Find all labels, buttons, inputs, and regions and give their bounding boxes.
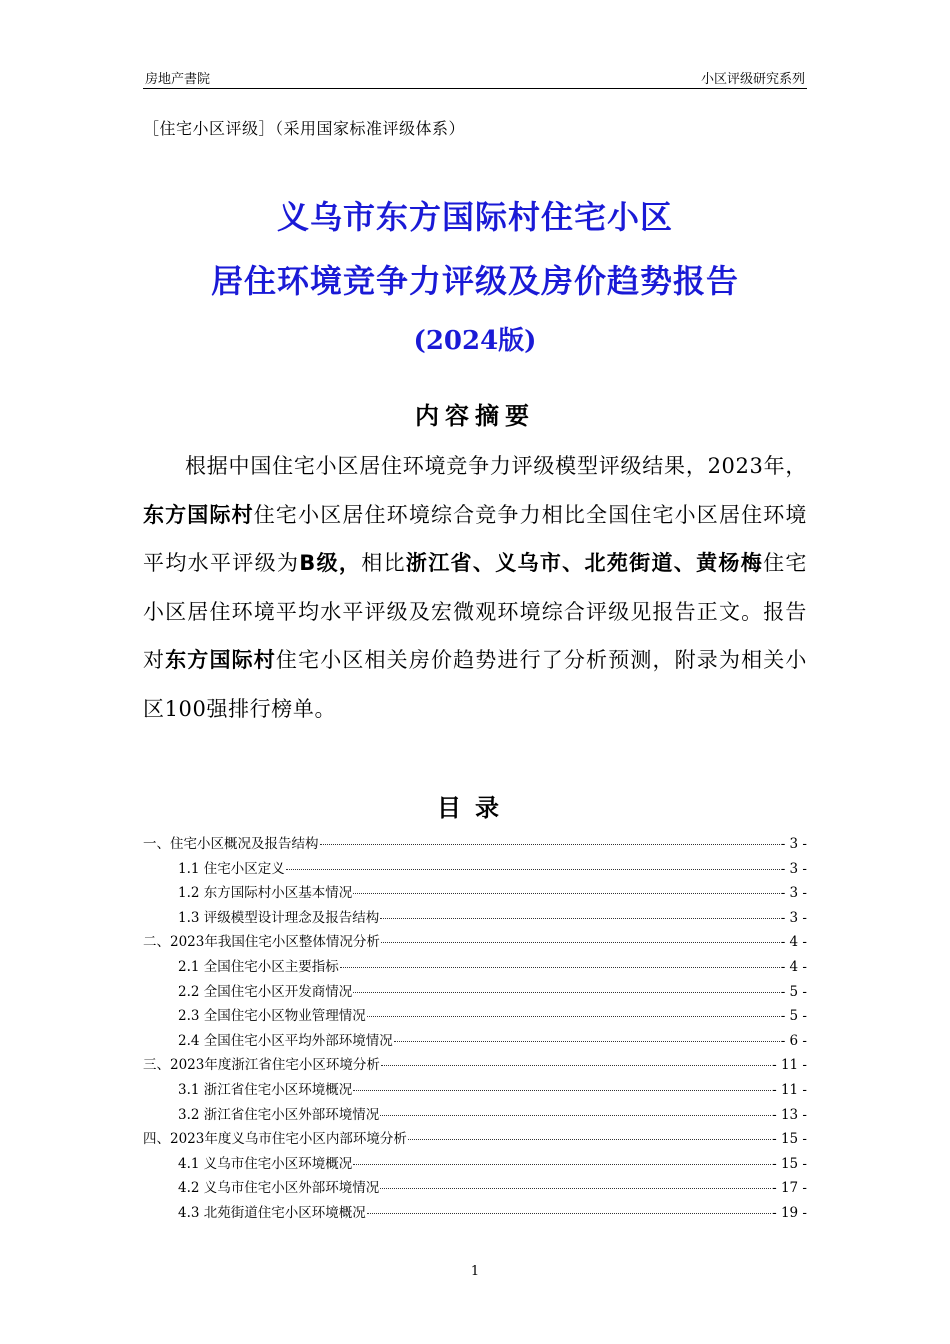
table-of-contents [143,832,807,1226]
toc-entry-label: 四、2023年度义乌市住宅小区内部环境分析 [143,1131,407,1148]
abstract-emphasis: 东方国际村 [143,502,254,527]
toc-entry-label: 1.2 东方国际村小区基本情况 [178,885,353,902]
report-edition: (2024版) [413,326,537,356]
toc-entry-page: - 15 - [772,1155,807,1172]
abstract-text: 根据中国住宅小区居住环境竞争力评级模型评级结果，2023年， [185,454,807,478]
toc-entry-label: 2.2 全国住宅小区开发商情况 [178,983,353,1000]
toc-entry-page: - 3 - [780,860,807,877]
toc-entry[interactable] [143,955,807,980]
page-number: 1 [470,1264,480,1279]
toc-entry[interactable] [143,1176,807,1201]
toc-entry[interactable] [143,906,807,931]
toc-leader-dots [380,1115,771,1116]
toc-leader-dots [394,1041,780,1042]
toc-leader-dots [380,918,779,919]
toc-entry[interactable] [143,1029,807,1054]
toc-entry-page: - 6 - [780,1032,807,1049]
toc-leader-dots [380,1188,771,1189]
toc-entry-page: - 4 - [780,934,807,951]
abstract-text: 住宅小区相关房价趋势进行了分析预测，附录为相关小区100强排行榜单。 [143,648,807,721]
toc-entry[interactable] [143,857,807,882]
toc-entry-page: - 19 - [772,1204,807,1221]
toc-leader-dots [367,1213,771,1214]
toc-entry[interactable] [143,1053,807,1078]
toc-entry-label: 4.2 义乌市住宅小区外部环境情况 [178,1180,380,1197]
toc-leader-dots [353,893,779,894]
toc-entry-label: 2.3 全国住宅小区物业管理情况 [178,1008,366,1025]
abstract-emphasis: 浙江省、义乌市、北苑街道、黄杨梅 [405,551,764,575]
toc-entry[interactable] [143,980,807,1005]
toc-entry-label: 一、住宅小区概况及报告结构 [143,836,319,852]
toc-entry[interactable] [143,881,807,906]
toc-entry-page: - 5 - [780,1008,807,1025]
toc-entry-page: - 11 - [772,1057,807,1074]
toc-leader-dots [320,844,780,845]
abstract-emphasis: B级， [299,551,362,575]
toc-entry-page: - 4 - [780,958,807,975]
toc-entry[interactable] [143,1127,807,1152]
toc-entry[interactable] [143,1201,807,1226]
toc-heading: 目录 [437,794,513,822]
toc-entry-label: 1.1 住宅小区定义 [178,860,285,877]
toc-entry-page: - 3 - [780,909,807,926]
toc-leader-dots [353,992,779,993]
toc-entry-label: 4.3 北苑街道住宅小区环境概况 [178,1204,366,1221]
toc-entry-page: - 5 - [780,983,807,1000]
toc-entry[interactable] [143,1103,807,1128]
toc-entry-page: - 3 - [780,885,807,902]
abstract-body [143,442,807,733]
abstract-heading: 内容摘要 [415,402,535,430]
toc-entry-label: 4.1 义乌市住宅小区环境概况 [178,1155,353,1172]
toc-entry[interactable] [143,1004,807,1029]
toc-entry-label: 2.1 全国住宅小区主要指标 [178,958,339,975]
toc-entry-label: 二、2023年我国住宅小区整体情况分析 [143,934,380,951]
toc-entry-page: - 11 - [772,1081,807,1098]
report-title-line1: 义乌市东方国际村住宅小区 [276,198,673,236]
toc-entry-page: - 13 - [772,1106,807,1123]
toc-entry-label: 1.3 评级模型设计理念及报告结构 [178,909,380,926]
report-tagline: ［住宅小区评级］（采用国家标准评级体系） [143,119,466,138]
toc-entry-label: 三、2023年度浙江省住宅小区环境分析 [143,1057,380,1074]
abstract-emphasis: 东方国际村 [165,648,276,672]
page-header [143,66,807,89]
report-title-line2: 居住环境竞争力评级及房价趋势报告 [210,262,739,300]
toc-entry-page: - 15 - [772,1131,807,1148]
abstract-text: 相比 [361,551,406,575]
toc-leader-dots [367,1016,780,1017]
toc-leader-dots [286,869,780,870]
toc-entry-label: 3.1 浙江省住宅小区环境概况 [178,1081,353,1098]
toc-leader-dots [353,1090,771,1091]
toc-entry[interactable] [143,930,807,955]
toc-entry[interactable] [143,1078,807,1103]
header-series: 小区评级研究系列 [700,72,805,87]
toc-leader-dots [381,1065,771,1066]
toc-leader-dots [408,1139,771,1140]
toc-entry-page: - 3 - [780,836,807,852]
toc-entry-label: 2.4 全国住宅小区平均外部环境情况 [178,1032,393,1049]
toc-entry-label: 3.2 浙江省住宅小区外部环境情况 [178,1106,380,1123]
toc-leader-dots [353,1164,771,1165]
header-publisher: 房地产書院 [145,72,211,87]
abstract-text: 住宅小区居住环境综合竞争力相比全国住宅小区居住环境平均水平评级为 [143,502,808,575]
toc-entry-page: - 17 - [772,1180,807,1197]
toc-entry[interactable] [143,832,807,857]
abstract-text: 住宅小区居住环境平均水平评级及宏微观环境综合评级见报告正文。报告对 [143,551,808,672]
toc-leader-dots [340,967,780,968]
toc-entry[interactable] [143,1152,807,1177]
toc-leader-dots [381,942,780,943]
